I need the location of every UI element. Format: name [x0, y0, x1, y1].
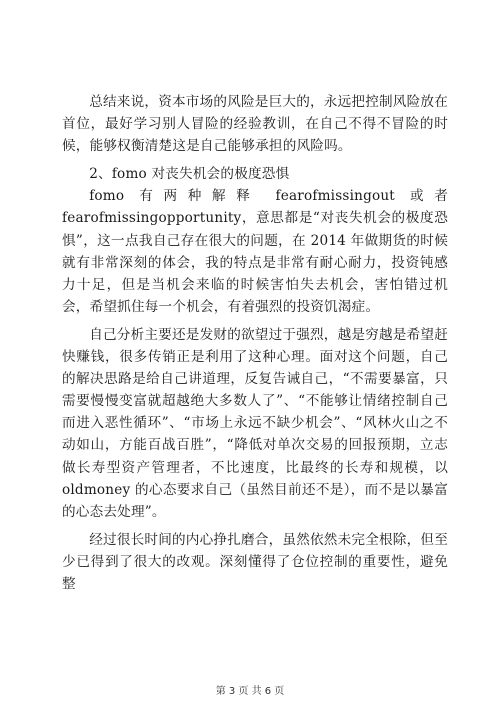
paragraph-improvement: 经过很长时间的内心挣扎磨合，虽然依然未完全根除，但至少已得到了很大的改观。深刻懂得了仓位控制的重要性，避免整 — [62, 531, 448, 592]
paragraph-fomo-definition: fomo 有两种解释 fearofmissingout 或者 fearofmissingopportunity，意思都是“对丧失机会的极度恐惧”，这一点我自己存在很大的问题，在 2014 年做期货的时候就有非常深刻的体会，我的特点是非常有耐心耐力，投资钝感力十足，但是当机会来临的时候害怕失去机会，害怕错过机会，希望抓住每一个机会，有着强烈的投资饥渴症。 — [62, 188, 448, 315]
page-footer: 第 3 页 共 6 页 — [215, 686, 285, 697]
document-body — [62, 91, 448, 601]
paragraph-summary: 总结来说，资本市场的风险是巨大的，永远把控制风险放在首位，最好学习别人冒险的经验教训，在自己不得不冒险的时候，能够权衡清楚这是自己能够承担的风险吗。 — [62, 94, 448, 155]
section-heading-fomo: 2、fomo 对丧失机会的极度恐惧 — [89, 166, 290, 183]
paragraph-self-analysis: 自己分析主要还是发财的欲望过于强烈，越是穷越是希望赶快赚钱，很多传销正是利用了这种心理。面对这个问题，自己的解决思路是给自己讲道理，反复告诫自己，“不需要暴富，只需要慢慢变富就超越绝大多数人了”、“不能够让情绪控制自己而进入恶性循环”、“市场上永远不缺少机会”、“风林火山之不动如山，方能百战百胜”，“降低对单次交易的回报预期，立志做长寿型资产管理者，不比速度，比最终的长寿和规模，以 oldmoney 的心态要求自己（虽然目前还不是），而不是以暴富的心态去处理”。 — [62, 326, 448, 520]
